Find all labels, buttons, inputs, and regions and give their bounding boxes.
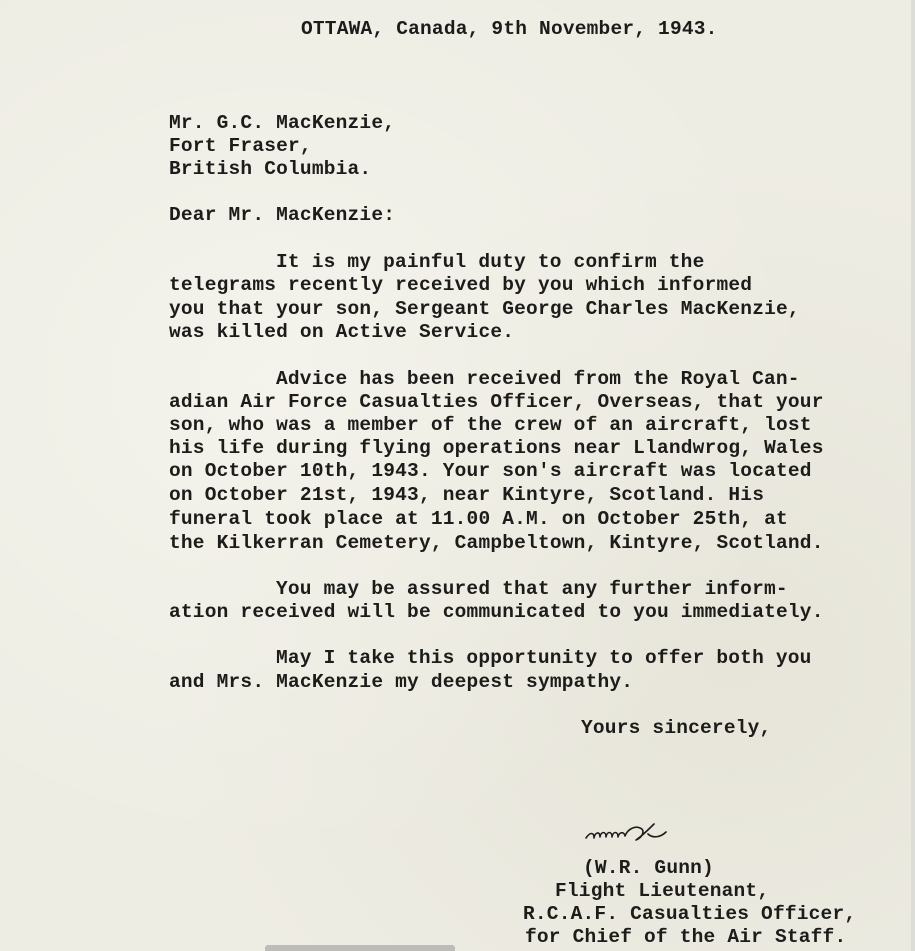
signatory-role: R.C.A.F. Casualties Officer, bbox=[523, 903, 857, 925]
paragraph-line: was killed on Active Service. bbox=[169, 321, 515, 343]
paragraph-line: It is my painful duty to confirm the bbox=[276, 251, 705, 273]
recipient-address-line-1: Fort Fraser, bbox=[169, 135, 312, 157]
paragraph-line: the Kilkerran Cemetery, Campbeltown, Kintyre, Scotland. bbox=[169, 532, 824, 554]
handwritten-initials bbox=[582, 818, 682, 848]
recipient-address-line-2: British Columbia. bbox=[169, 158, 372, 180]
dateline: OTTAWA, Canada, 9th November, 1943. bbox=[301, 18, 718, 40]
paragraph-line: You may be assured that any further inform- bbox=[276, 578, 788, 600]
page-edge bbox=[911, 0, 915, 951]
scan-artifact bbox=[265, 945, 455, 951]
paragraph-line: and Mrs. MacKenzie my deepest sympathy. bbox=[169, 671, 634, 693]
paragraph-line: funeral took place at 11.00 A.M. on October 25th, at bbox=[169, 508, 788, 530]
paragraph-line: May I take this opportunity to offer both you bbox=[276, 647, 812, 669]
recipient-name: Mr. G.C. MacKenzie, bbox=[169, 112, 396, 134]
paragraph-line: telegrams recently received by you which informed bbox=[169, 274, 753, 296]
closing: Yours sincerely, bbox=[581, 717, 772, 739]
paragraph-line: Advice has been received from the Royal Can- bbox=[276, 368, 800, 390]
signatory-rank: Flight Lieutenant, bbox=[555, 880, 770, 902]
paragraph-line: ation received will be communicated to you immediately. bbox=[169, 601, 824, 623]
paragraph-line: on October 10th, 1943. Your son's aircraft was located bbox=[169, 460, 812, 482]
salutation: Dear Mr. MacKenzie: bbox=[169, 204, 396, 226]
paragraph-line: on October 21st, 1943, near Kintyre, Scotland. His bbox=[169, 484, 765, 506]
paragraph-line: you that your son, Sergeant George Charles MacKenzie, bbox=[169, 298, 800, 320]
paragraph-line: adian Air Force Casualties Officer, Overseas, that your bbox=[169, 391, 824, 413]
paragraph-line: his life during flying operations near Llandwrog, Wales bbox=[169, 437, 824, 459]
signatory-for: for Chief of the Air Staff. bbox=[525, 926, 847, 948]
signatory-name: (W.R. Gunn) bbox=[583, 857, 714, 879]
paragraph-line: son, who was a member of the crew of an aircraft, lost bbox=[169, 414, 812, 436]
